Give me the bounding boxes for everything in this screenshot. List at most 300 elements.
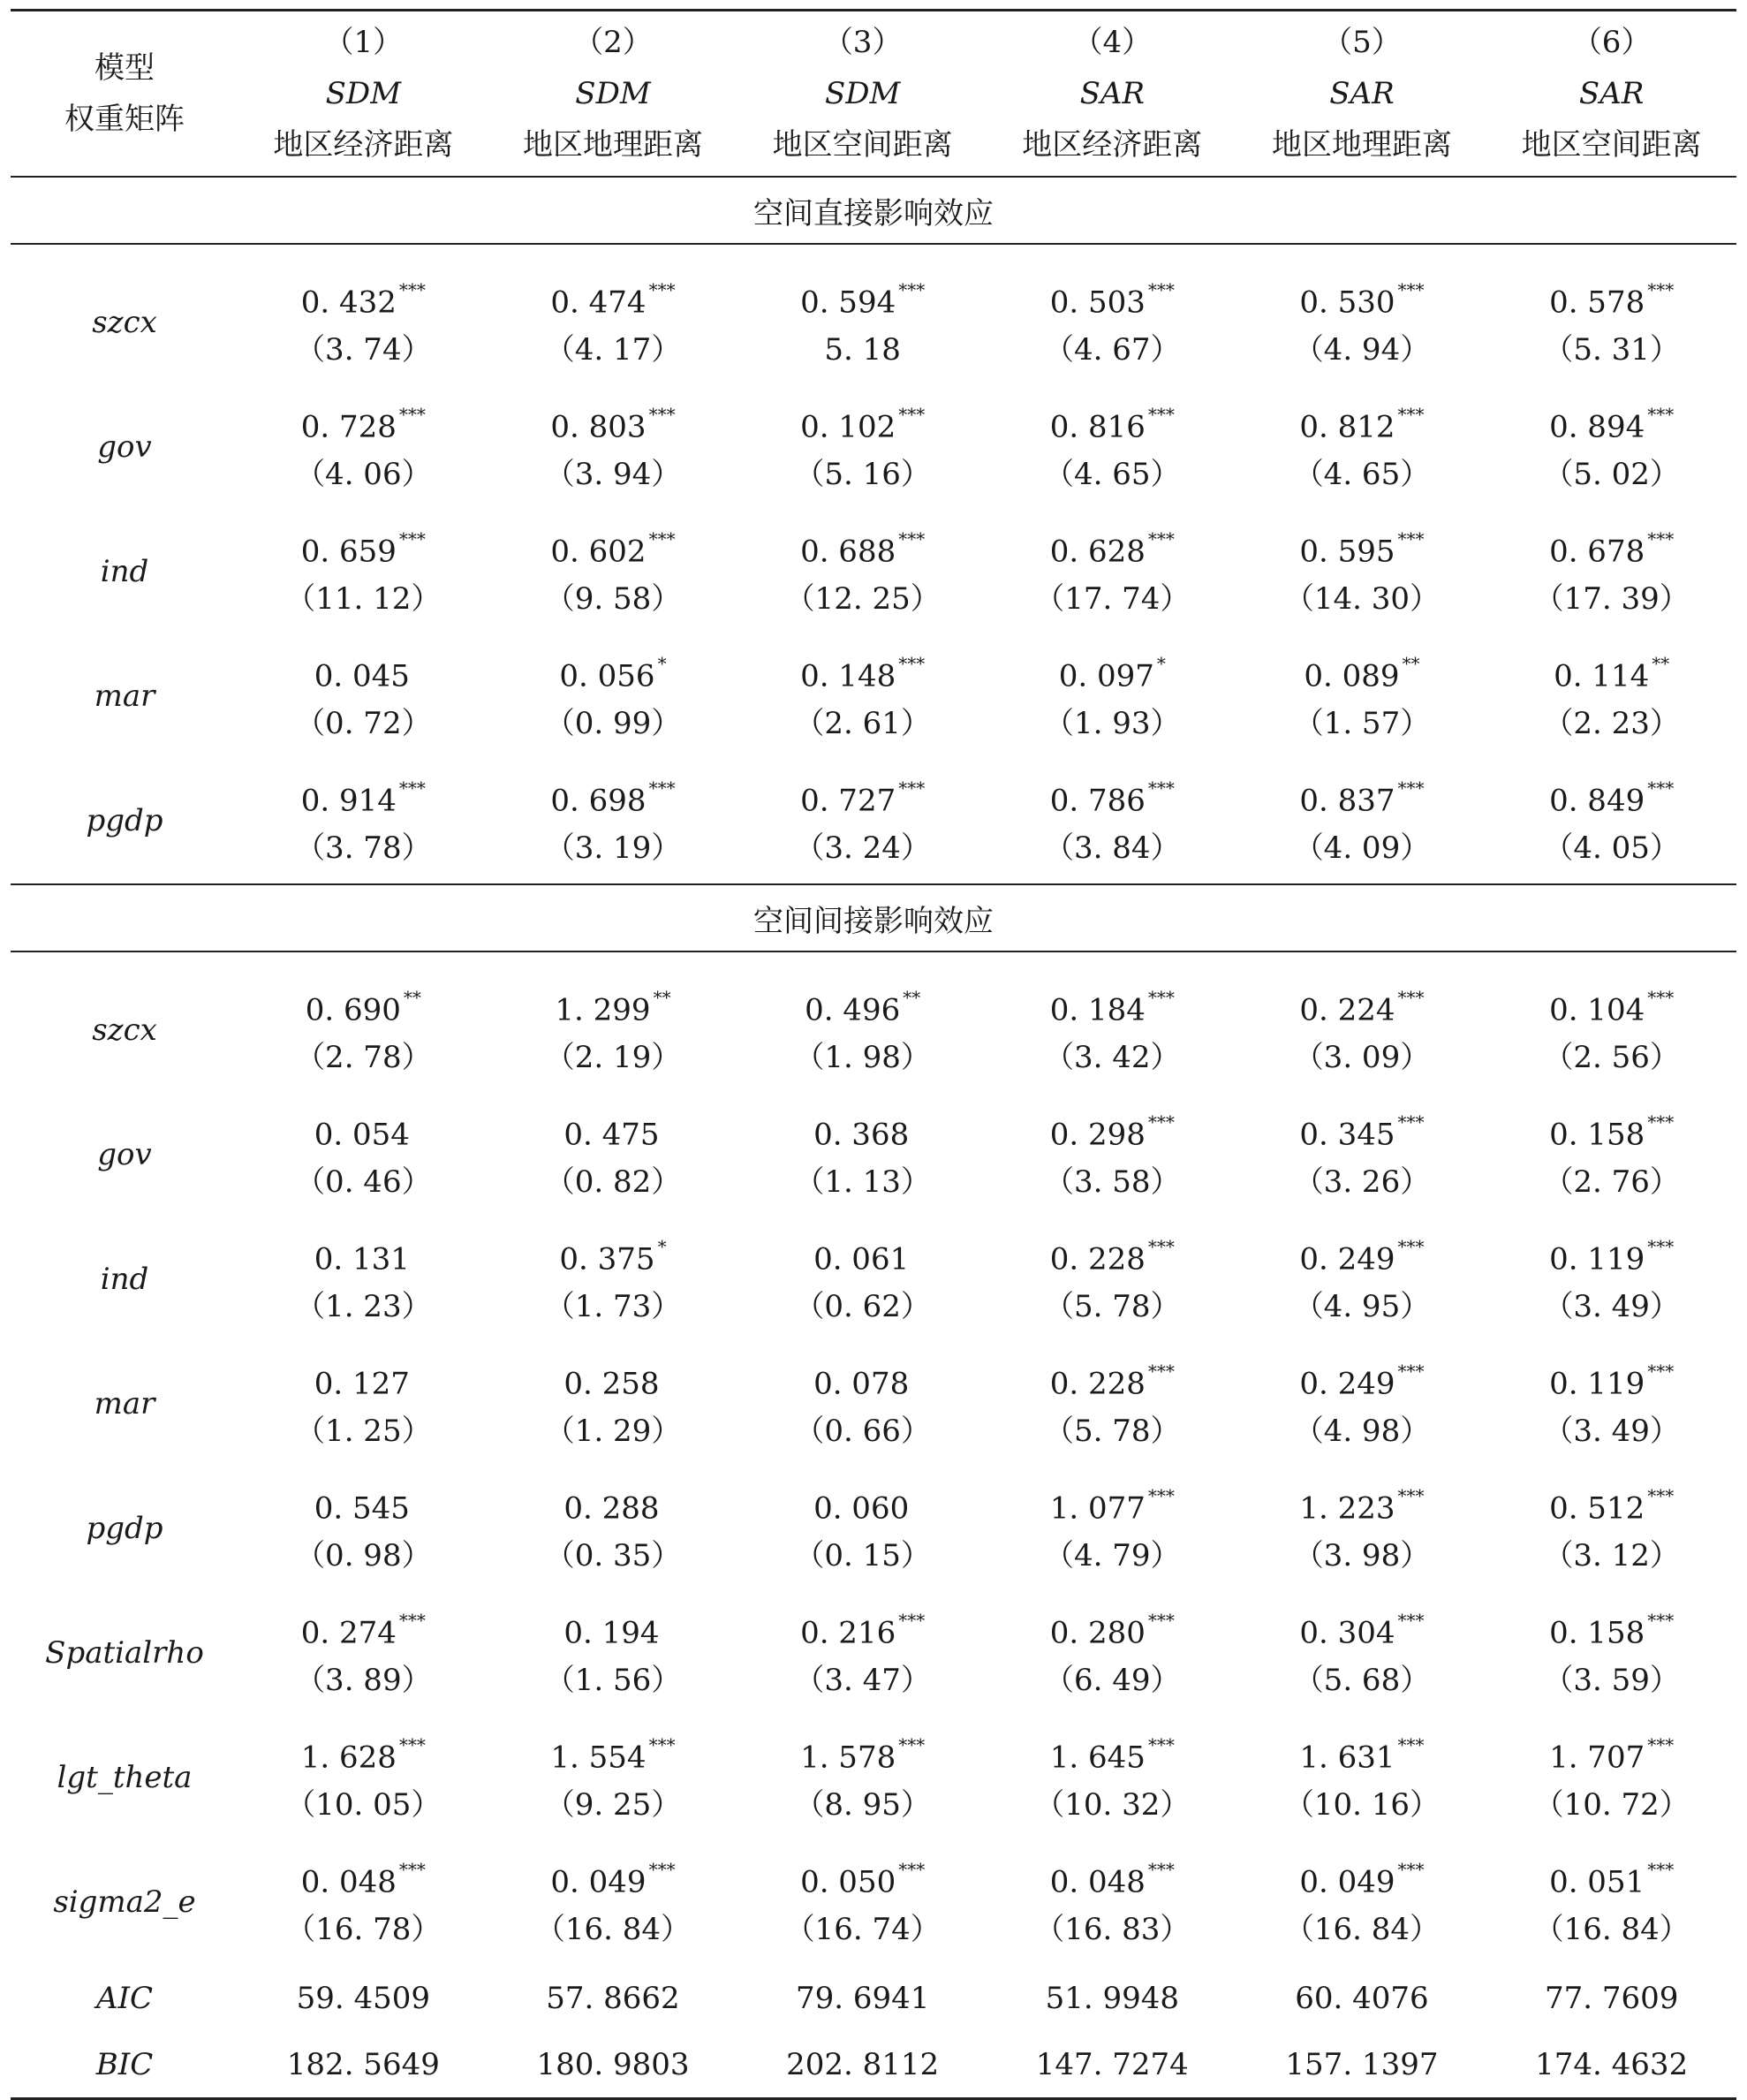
row-label: ind (100, 554, 149, 589)
stat-value: 60. 4076 (1295, 1980, 1429, 2016)
coefficient-value: 0. 595 (1299, 534, 1395, 570)
coefficient-line (737, 1353, 987, 1407)
t-statistic: （4. 79） (1044, 1537, 1181, 1573)
coefficient-line (488, 1353, 738, 1407)
table-cell (1237, 1467, 1487, 1591)
table-cell (488, 634, 738, 759)
table-cell (1237, 1840, 1487, 1965)
coefficient-value: 0. 228 (1049, 1241, 1146, 1277)
coefficient-value: 0. 690 (305, 992, 401, 1028)
significance-stars: *** (898, 279, 926, 301)
coefficient-value: 0. 304 (1299, 1615, 1395, 1651)
coefficient-line (1237, 770, 1487, 824)
table-cell (238, 1217, 488, 1342)
coefficient-line (238, 397, 488, 451)
t-statistic: （2. 61） (794, 705, 931, 741)
table-cell (238, 968, 488, 1093)
table-cell (238, 385, 488, 510)
coefficient-line (737, 1104, 987, 1158)
coefficient-value: 0. 054 (314, 1117, 410, 1153)
indirect-effects-body (11, 968, 1736, 1965)
t-statistic: （3. 84） (1044, 830, 1181, 866)
t-statistic: （0. 15） (794, 1537, 931, 1573)
table-cell (1486, 1840, 1736, 1965)
table-cell (737, 1217, 987, 1342)
t-statistic: （1. 93） (1044, 705, 1181, 741)
significance-stars: *** (1147, 1859, 1175, 1881)
coefficient-line (987, 1104, 1237, 1158)
table-cell (238, 634, 488, 759)
row-label: pgdp (86, 1511, 163, 1546)
coefficient-value: 0. 849 (1549, 783, 1645, 819)
significance-stars: *** (1647, 1734, 1675, 1756)
coefficient-value: 0. 512 (1549, 1490, 1645, 1527)
t-statistic: （3. 58） (1044, 1164, 1181, 1200)
table-cell (238, 1342, 488, 1467)
t-statistic: （4. 05） (1543, 830, 1680, 866)
coefficient-line (488, 1478, 738, 1532)
t-statistic: （14. 30） (1283, 580, 1441, 617)
header-weight-label: 权重矩阵 (64, 102, 185, 137)
coefficient-value: 0. 786 (1049, 783, 1146, 819)
table-cell (1237, 759, 1487, 884)
coefficient-line (238, 1478, 488, 1532)
coefficient-value: 0. 119 (1549, 1241, 1645, 1277)
coefficient-line (238, 1727, 488, 1781)
coefficient-line (1237, 1478, 1487, 1532)
indirect-section-header-body (11, 884, 1736, 968)
table-cell (987, 1840, 1237, 1965)
column-weight: 地区空间距离 (772, 127, 953, 163)
coefficient-value: 0. 280 (1049, 1615, 1146, 1651)
coefficient-line (238, 1353, 488, 1407)
significance-stars: * (657, 653, 667, 675)
table-cell (1486, 1467, 1736, 1591)
t-statistic: （3. 59） (1543, 1662, 1680, 1698)
coefficient-line (1486, 646, 1736, 700)
column-number: （6） (1571, 25, 1652, 60)
coefficient-value: 0. 049 (1299, 1864, 1395, 1900)
column-number: （3） (822, 25, 903, 60)
coefficient-value: 0. 228 (1049, 1366, 1146, 1402)
t-statistic: （5. 78） (1044, 1413, 1181, 1449)
t-statistic: （1. 25） (295, 1413, 432, 1449)
coefficient-line (737, 1229, 987, 1283)
coefficient-line (1486, 1104, 1736, 1158)
significance-stars: *** (398, 1734, 426, 1756)
row-label: ind (100, 1262, 149, 1297)
stat-value: 174. 4632 (1535, 2046, 1689, 2082)
table-cell (488, 1217, 738, 1342)
t-statistic: （1. 57） (1293, 705, 1431, 741)
t-statistic: （3. 42） (1044, 1039, 1181, 1075)
table-cell (987, 968, 1237, 1093)
stat-value: 59. 4509 (296, 1980, 431, 2016)
coefficient-value: 1. 645 (1049, 1740, 1146, 1776)
t-statistic: （3. 49） (1543, 1413, 1680, 1449)
significance-stars: *** (1647, 404, 1675, 426)
row-label: szcx (92, 305, 157, 340)
t-statistic: （3. 49） (1543, 1288, 1680, 1324)
section-spacer (11, 244, 1736, 261)
coefficient-value: 0. 127 (314, 1366, 410, 1402)
significance-stars: *** (398, 404, 426, 426)
t-statistic: （3. 12） (1543, 1537, 1680, 1573)
significance-stars: *** (898, 1610, 926, 1632)
coefficient-line (737, 272, 987, 326)
row-label: mar (94, 679, 155, 714)
significance-stars: *** (898, 528, 926, 550)
column-weight: 地区经济距离 (1022, 127, 1203, 163)
t-statistic: （16. 84） (1533, 1911, 1690, 1947)
t-statistic: （17. 39） (1533, 580, 1690, 617)
row-label: pgdp (86, 803, 163, 838)
table-cell (737, 1342, 987, 1467)
coefficient-line (238, 1603, 488, 1656)
t-statistic: （0. 72） (295, 705, 432, 741)
coefficient-value: 0. 114 (1554, 658, 1650, 694)
coefficient-value: 0. 496 (805, 992, 901, 1028)
coefficient-value: 0. 274 (300, 1615, 397, 1651)
section-header-indirect (11, 884, 1736, 951)
coefficient-line (1237, 397, 1487, 451)
coefficient-line (737, 980, 987, 1034)
significance-stars: *** (648, 528, 676, 550)
stat-value: 157. 1397 (1285, 2046, 1439, 2082)
coefficient-value: 1. 223 (1299, 1490, 1395, 1527)
row-label: mar (94, 1386, 155, 1421)
column-header-6 (1486, 11, 1736, 178)
column-model: SDM (575, 76, 651, 111)
t-statistic: （3. 47） (794, 1662, 931, 1698)
significance-stars: *** (1397, 1859, 1425, 1881)
t-statistic: （0. 62） (794, 1288, 931, 1324)
row-label: lgt_theta (57, 1760, 193, 1795)
coefficient-line (987, 1852, 1237, 1906)
t-statistic: （3. 89） (295, 1662, 432, 1698)
table-cell (737, 968, 987, 1093)
coefficient-value: 0. 368 (813, 1117, 910, 1153)
table-cell (737, 1840, 987, 1965)
coefficient-value: 0. 432 (300, 284, 397, 321)
table-row (11, 1840, 1736, 1965)
coefficient-line (488, 1229, 738, 1283)
coefficient-line (987, 770, 1237, 824)
significance-stars: *** (398, 1610, 426, 1632)
coefficient-line (737, 770, 987, 824)
coefficient-value: 0. 102 (800, 409, 896, 445)
stat-value: 51. 9948 (1045, 1980, 1179, 2016)
coefficient-line (488, 770, 738, 824)
coefficient-line (987, 1727, 1237, 1781)
t-statistic: （3. 24） (794, 830, 931, 866)
table-cell (987, 1467, 1237, 1591)
significance-stars: *** (1647, 777, 1675, 800)
coefficient-value: 0. 048 (1049, 1864, 1146, 1900)
significance-stars: *** (1397, 1361, 1425, 1383)
t-statistic: （11. 12） (285, 580, 442, 617)
table-cell (1486, 510, 1736, 634)
row-label: BIC (95, 2046, 154, 2082)
significance-stars: *** (898, 1859, 926, 1881)
coefficient-value: 0. 545 (314, 1490, 410, 1527)
t-statistic: （9. 25） (544, 1786, 682, 1823)
table-row (11, 261, 1736, 385)
table-cell (488, 1093, 738, 1217)
coefficient-line (238, 272, 488, 326)
table-cell (1486, 634, 1736, 759)
coefficient-value: 0. 131 (314, 1241, 410, 1277)
coefficient-value: 1. 578 (800, 1740, 896, 1776)
column-header-3 (737, 11, 987, 178)
t-statistic: （3. 98） (1293, 1537, 1431, 1573)
table-cell (737, 510, 987, 634)
coefficient-value: 0. 288 (563, 1490, 660, 1527)
t-statistic: （2. 56） (1543, 1039, 1680, 1075)
table-cell (1237, 968, 1487, 1093)
significance-stars: *** (1397, 1111, 1425, 1133)
significance-stars: *** (1647, 279, 1675, 301)
coefficient-line (1486, 1229, 1736, 1283)
table-row (11, 1217, 1736, 1342)
significance-stars: ** (403, 987, 421, 1009)
significance-stars: ** (1402, 653, 1420, 675)
table-cell (1486, 1342, 1736, 1467)
t-statistic: （10. 32） (1034, 1786, 1191, 1823)
row-label: szcx (92, 1012, 157, 1048)
coefficient-value: 0. 659 (300, 534, 397, 570)
coefficient-value: 0. 184 (1049, 992, 1146, 1028)
direct-effects-body (11, 261, 1736, 884)
column-number: （1） (323, 25, 404, 60)
table-cell (987, 385, 1237, 510)
column-number: （2） (573, 25, 653, 60)
column-number: （5） (1322, 25, 1402, 60)
table-cell (1486, 261, 1736, 385)
stat-value: 79. 6941 (795, 1980, 930, 2016)
significance-stars: ** (1652, 653, 1670, 675)
t-statistic: （1. 23） (295, 1288, 432, 1324)
column-model: SDM (824, 76, 901, 111)
table-cell (1486, 1591, 1736, 1716)
header-model-label: 模型 (95, 50, 155, 86)
t-statistic: （5. 31） (1543, 331, 1680, 368)
coefficient-line (238, 770, 488, 824)
coefficient-value: 0. 158 (1549, 1117, 1645, 1153)
significance-stars: *** (648, 1859, 676, 1881)
t-statistic: （3. 19） (544, 830, 682, 866)
table-header-row (11, 11, 1736, 178)
significance-stars: *** (1397, 404, 1425, 426)
column-header-2 (488, 11, 738, 178)
table-cell (987, 1591, 1237, 1716)
coefficient-line (1237, 1727, 1487, 1781)
coefficient-line (987, 521, 1237, 575)
significance-stars: *** (1147, 1361, 1175, 1383)
table-cell (1237, 385, 1487, 510)
coefficient-value: 0. 089 (1304, 658, 1400, 694)
table-cell (987, 759, 1237, 884)
significance-stars: *** (898, 653, 926, 675)
table-cell (488, 968, 738, 1093)
significance-stars: *** (1147, 1485, 1175, 1507)
coefficient-value: 0. 530 (1299, 284, 1395, 321)
t-statistic: （0. 99） (544, 705, 682, 741)
coefficient-value: 0. 678 (1549, 534, 1645, 570)
column-model: SAR (1079, 76, 1146, 111)
coefficient-line (1237, 1852, 1487, 1906)
t-statistic: （3. 94） (544, 456, 682, 492)
table-cell (987, 261, 1237, 385)
coefficient-line (1237, 521, 1487, 575)
t-statistic: （5. 02） (1543, 456, 1680, 492)
t-statistic: （1. 13） (794, 1164, 931, 1200)
t-statistic: （10. 72） (1533, 1786, 1690, 1823)
table-cell (987, 1093, 1237, 1217)
coefficient-value: 0. 594 (800, 284, 896, 321)
table-cell (737, 1591, 987, 1716)
table-row (11, 1591, 1736, 1716)
coefficient-value: 0. 097 (1058, 658, 1154, 694)
column-header-1 (238, 11, 488, 178)
t-statistic: （0. 82） (544, 1164, 682, 1200)
t-statistic: （4. 06） (295, 456, 432, 492)
significance-stars: *** (1397, 1610, 1425, 1632)
t-statistic: （1. 73） (544, 1288, 682, 1324)
coefficient-value: 0. 628 (1049, 534, 1146, 570)
coefficient-line (1486, 272, 1736, 326)
coefficient-value: 0. 298 (1049, 1117, 1146, 1153)
regression-results-table (11, 9, 1736, 2100)
coefficient-value: 0. 148 (800, 658, 896, 694)
t-statistic: （16. 78） (285, 1911, 442, 1947)
significance-stars: *** (398, 1859, 426, 1881)
coefficient-line (238, 1852, 488, 1906)
t-statistic: （4. 95） (1293, 1288, 1431, 1324)
stat-value: 182. 5649 (286, 2046, 440, 2082)
coefficient-value: 0. 045 (314, 658, 410, 694)
t-statistic: （2. 78） (295, 1039, 432, 1075)
coefficient-value: 1. 707 (1549, 1740, 1645, 1776)
coefficient-value: 0. 503 (1049, 284, 1146, 321)
table-cell (238, 1467, 488, 1591)
significance-stars: *** (1147, 1610, 1175, 1632)
column-weight: 地区地理距离 (1271, 127, 1452, 163)
t-statistic: （4. 65） (1044, 456, 1181, 492)
coefficient-line (737, 521, 987, 575)
coefficient-value: 1. 631 (1299, 1740, 1395, 1776)
table-cell (488, 1716, 738, 1840)
coefficient-value: 0. 602 (550, 534, 647, 570)
significance-stars: *** (398, 777, 426, 800)
t-statistic: （0. 66） (794, 1413, 931, 1449)
table-cell (488, 385, 738, 510)
table-row (11, 510, 1736, 634)
t-statistic: （1. 98） (794, 1039, 931, 1075)
coefficient-line (737, 1852, 987, 1906)
coefficient-line (987, 646, 1237, 700)
coefficient-value: 0. 475 (563, 1117, 660, 1153)
t-statistic: （5. 16） (794, 456, 931, 492)
significance-stars: *** (1147, 1111, 1175, 1133)
significance-stars: *** (1147, 528, 1175, 550)
stat-value: 202. 8112 (786, 2046, 940, 2082)
table-cell (1486, 1716, 1736, 1840)
table-row (11, 1093, 1736, 1217)
section-title: 空间直接影响效应 (11, 177, 1736, 244)
coefficient-value: 0. 816 (1049, 409, 1146, 445)
coefficient-line (1237, 1104, 1487, 1158)
coefficient-line (1237, 646, 1487, 700)
coefficient-value: 0. 728 (300, 409, 397, 445)
table-cell (1237, 1217, 1487, 1342)
t-statistic: （1. 56） (544, 1662, 682, 1698)
table-cell (488, 510, 738, 634)
coefficient-value: 0. 224 (1299, 992, 1395, 1028)
t-statistic: （16. 83） (1034, 1911, 1191, 1947)
table-cell (238, 1591, 488, 1716)
table-row (11, 385, 1736, 510)
significance-stars: *** (648, 777, 676, 800)
t-statistic: （8. 95） (794, 1786, 931, 1823)
coefficient-value: 0. 345 (1299, 1117, 1395, 1153)
table-cell (987, 634, 1237, 759)
table-cell (488, 1591, 738, 1716)
t-statistic: （16. 84） (1283, 1911, 1441, 1947)
significance-stars: ** (903, 987, 921, 1009)
t-statistic: （4. 67） (1044, 331, 1181, 368)
coefficient-line (987, 1478, 1237, 1532)
significance-stars: *** (1397, 987, 1425, 1009)
fit-statistics-body (11, 1965, 1736, 2099)
column-header-4 (987, 11, 1237, 178)
coefficient-line (238, 1229, 488, 1283)
coefficient-line (1237, 980, 1487, 1034)
coefficient-value: 0. 050 (800, 1864, 896, 1900)
coefficient-line (737, 1727, 987, 1781)
table-cell (737, 385, 987, 510)
stat-value: 77. 7609 (1544, 1980, 1679, 2016)
coefficient-line (488, 397, 738, 451)
t-statistic: （4. 98） (1293, 1413, 1431, 1449)
t-statistic: （3. 26） (1293, 1164, 1431, 1200)
coefficient-value: 0. 837 (1299, 783, 1395, 819)
significance-stars: *** (648, 279, 676, 301)
table-cell (1237, 510, 1487, 634)
coefficient-value: 0. 727 (800, 783, 896, 819)
coefficient-value: 0. 375 (559, 1241, 655, 1277)
table-cell (987, 1217, 1237, 1342)
coefficient-line (238, 1104, 488, 1158)
significance-stars: *** (1647, 1361, 1675, 1383)
t-statistic: （4. 17） (544, 331, 682, 368)
column-weight: 地区地理距离 (522, 127, 703, 163)
t-statistic: （4. 09） (1293, 830, 1431, 866)
stat-row (11, 1965, 1736, 2031)
coefficient-value: 0. 249 (1299, 1366, 1395, 1402)
coefficient-value: 0. 051 (1549, 1864, 1645, 1900)
coefficient-line (737, 1478, 987, 1532)
significance-stars: *** (1397, 777, 1425, 800)
stat-row (11, 2031, 1736, 2099)
table-cell (987, 1342, 1237, 1467)
t-statistic: （3. 74） (295, 331, 432, 368)
section-header-direct (11, 177, 1736, 244)
row-label: AIC (96, 1980, 153, 2016)
table-cell (737, 634, 987, 759)
column-weight: 地区经济距离 (273, 127, 454, 163)
t-statistic: （0. 98） (295, 1537, 432, 1573)
